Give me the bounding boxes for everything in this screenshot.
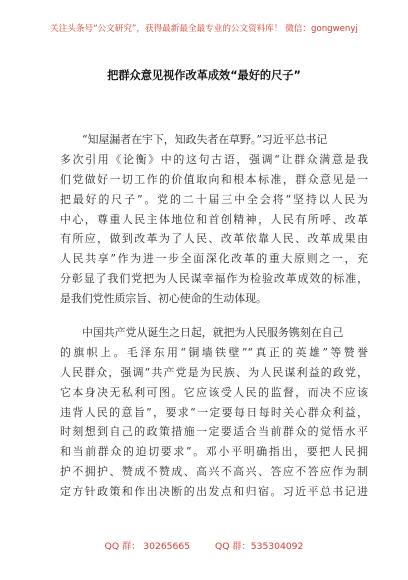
paragraph-1 [60, 130, 368, 309]
text-line: 和当前群众的迫切要求”。邓小平明确指出，要把人民拥 [60, 445, 368, 459]
document-title: 把群众意见视作改革成效“最好的尺子” [107, 69, 301, 82]
text-line: 的旗帜上。毛泽东用“铜墙铁壁”“真正的英雄”等赞誉 [60, 345, 368, 359]
text-line: 人民群众，强调“共产党是为民族、为人民谋利益的政党， [60, 365, 368, 379]
text-line: “知屋漏者在宇下，知政失者在草野。”习近平总书记 [82, 133, 328, 146]
text-line: 它本身决无私利可图。它应该受人民的监督，而决不应该 [60, 385, 368, 399]
text-line: 分彰显了我们党把为人民谋幸福作为检验改革成效的标准， [60, 272, 368, 286]
text-line: 是我们党性质宗旨、初心使命的生动体现。 [60, 292, 267, 306]
text-line: 定方针政策和作出决断的出发点和归宿。习近平总书记进 [60, 485, 368, 499]
text-line: 中心，尊重人民主体地位和首创精神，人民有所呼、改革 [60, 212, 368, 226]
text-line: 把最好的尺子”。党的二十届三中全会将“坚持以人民为 [60, 192, 368, 206]
text-line: 护不拥护、赞成不赞成、高兴不高兴、答应不答应作为制 [60, 465, 368, 479]
text-line: 们党做好一切工作的价值取向和根本标准，群众意见是一 [60, 172, 368, 186]
text-line: 有所应，做到改革为了人民、改革依靠人民、改革成果由 [60, 232, 368, 246]
footer-qq-group-1: QQ 群： 30265665 [104, 541, 191, 552]
text-line: 中国共产党从诞生之日起，就把为人民服务镌刻在自己 [82, 326, 344, 340]
paragraph-2 [60, 323, 368, 502]
footer-contact [0, 538, 408, 552]
text-line: 时刻想到自己的政策措施一定要适合当前群众的觉悟水平 [60, 425, 368, 439]
text-line: 多次引用《论衡》中的这句古语，强调“让群众满意是我 [60, 152, 368, 166]
paragraph-gap [60, 309, 368, 323]
document-body [60, 130, 368, 502]
footer-qq-group-2: QQ 群：535304092 [215, 541, 304, 552]
text-line: 违背人民的意旨”，要求“一定要每日每时关心群众利益， [60, 405, 368, 419]
header-banner: 关注头条号“公文研究”，获得最新最全最专业的公文资料库！ 微信：gongwenyj [50, 24, 358, 34]
text-line: 人民共享”作为进一步全面深化改革的重大原则之一，充 [60, 252, 368, 266]
